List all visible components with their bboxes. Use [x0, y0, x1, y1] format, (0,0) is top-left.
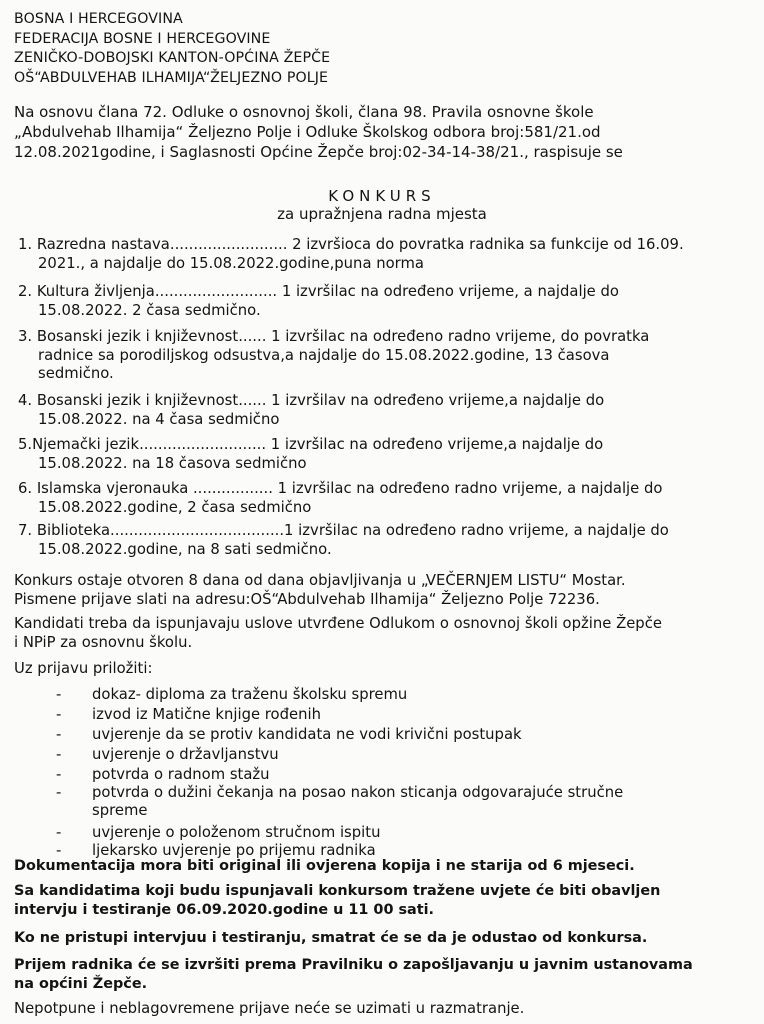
position-item — [18, 522, 754, 559]
position-detail: 2021., a najdalje do 15.08.2022.godine,puna norma — [38, 254, 424, 272]
candidates-paragraph — [14, 615, 759, 652]
position-title: 2. Kultura življenja.......................... 1 izvršilac na određeno vrijeme, a najdalje do — [18, 283, 619, 300]
document-subtitle: za upražnjena radna mjesta — [277, 205, 487, 223]
attachment-text: uvjerenje da se protiv kandidata ne vodi krivični postupak — [92, 726, 522, 743]
position-detail: sedmično. — [38, 365, 114, 382]
position-detail: radnice sa porodiljskog odsustva,a najdalje do 15.08.2022.godine, 13 časova — [38, 346, 610, 364]
position-item — [18, 236, 754, 273]
list-dash: - — [56, 784, 62, 801]
position-item — [18, 328, 754, 384]
position-item — [18, 480, 754, 517]
incomplete-notice: Nepotpune i neblagovremene prijave neće se uzimati u razmatranje. — [14, 1000, 525, 1017]
list-dash: - — [56, 766, 62, 783]
position-item — [18, 392, 754, 429]
intro-paragraph — [14, 102, 754, 162]
letterhead — [14, 10, 330, 88]
no-show-notice: Ko ne pristupi intervjuu i testiranju, smatrat će se da je odustao od konkursa. — [14, 930, 648, 946]
attachment-item — [56, 746, 279, 764]
position-detail: 15.08.2022. na 18 časova sedmično — [38, 454, 307, 472]
position-detail: 15.08.2022. na 4 časa sedmično — [38, 410, 280, 428]
intro-line: 12.08.2021godine, i Saglasnosti Općine Žepče broj:02-34-14-38/21., raspisuje se — [14, 143, 623, 161]
list-dash: - — [56, 842, 62, 859]
attachment-item — [56, 824, 380, 842]
position-title: 6. Islamska vjeronauka ................. 1 izvršilac na određeno radno vrijeme, a najdalje do — [18, 480, 663, 497]
paragraph-line: Pismene prijave slati na adresu:OŠ“Abdulvehab Ilhamija“ Željezno Polje 72236. — [14, 590, 600, 608]
intro-line: „Abdulvehab Ilhamija“ Željezno Polje i Odluke Školskog odbora broj:581/21.od — [14, 123, 601, 141]
attachment-text: uvjerenje o državljanstvu — [92, 746, 279, 763]
attachment-text: dokaz- diploma za traženu školsku spremu — [92, 686, 408, 703]
position-title: 7. Biblioteka.....................................1 izvršilac na određeno radno vrijeme, a najdalje do — [18, 522, 669, 539]
documentation-notice: Dokumentacija mora biti original ili ovjerena kopija i ne starija od 6 mjeseci. — [14, 858, 635, 874]
position-title: 5.Njemački jezik........................... 1 izvršilac na određeno vrijeme,a najdalje do — [18, 436, 604, 453]
list-dash: - — [56, 706, 62, 723]
intro-line: Na osnovu člana 72. Odluke o osnovnoj školi, člana 98. Pravila osnovne škole — [14, 103, 594, 121]
header-country: BOSNA I HERCEGOVINA — [14, 11, 183, 27]
paragraph-line: Kandidati treba da ispunjavaju uslove utvrđene Odlukom o osnovnoj školi opžine Žepče — [14, 615, 662, 632]
position-detail: 15.08.2022.godine, 2 časa sedmično — [38, 498, 312, 516]
attachment-item — [56, 766, 270, 784]
position-title: 3. Bosanski jezik i književnost...... 1 izvršilac na određeno radno vrijeme, do povratka — [18, 328, 650, 345]
position-item — [18, 436, 754, 473]
position-title: 4. Bosanski jezik i književnost...... 1 izvršilav na određeno vrijeme,a najdalje do — [18, 392, 605, 409]
paragraph-line: Konkurs ostaje otvoren 8 dana od dana objavljivanja u „VEČERNJEM LISTU“ Mostar. — [14, 572, 626, 589]
position-detail: 15.08.2022. 2 časa sedmično. — [38, 301, 261, 319]
attachment-item — [56, 706, 321, 724]
paragraph-line: na općini Žepče. — [14, 975, 148, 992]
attachment-text: ljekarsko uvjerenje po prijemu radnika — [92, 842, 376, 859]
attachment-text-cont: spreme — [92, 802, 148, 819]
document-title: KONKURS — [328, 187, 436, 205]
attachment-text: izvod iz Matične knjige rođenih — [92, 706, 321, 723]
hiring-notice — [14, 956, 759, 993]
attachment-text: potvrda o dužini čekanja na posao nakon sticanja odgovarajuće stručne — [92, 784, 624, 801]
position-title: 1. Razredna nastava......................... 2 izvršioca do povratka radnika sa funkcije od 16.09. — [18, 236, 684, 253]
attachment-item — [56, 726, 522, 744]
attachment-item — [56, 784, 623, 820]
paragraph-line: intervju i testiranje 06.09.2020.godine u 11 00 sati. — [14, 901, 435, 918]
header-federation: FEDERACIJA BOSNE I HERCEGOVINE — [14, 30, 271, 47]
list-dash: - — [56, 686, 62, 703]
paragraph-line: Prijem radnika će se izvršiti prema Pravilniku o zapošljavanju u javnim ustanovama — [14, 957, 693, 973]
header-school: OŠ“ABDULVEHAB ILHAMIJA“ŽELJEZNO POLJE — [14, 69, 329, 86]
attachments-heading: Uz prijavu priložiti: — [14, 660, 153, 677]
attachment-text: uvjerenje o položenom stručnom ispitu — [92, 824, 381, 841]
position-detail: 15.08.2022.godine, na 8 sati sedmično. — [38, 540, 332, 558]
paragraph-line: i NPiP za osnovnu školu. — [14, 633, 193, 651]
attachment-item — [56, 686, 407, 704]
paragraph-line: Sa kandidatima koji budu ispunjavali konkursom tražene uvjete će biti obavljen — [14, 883, 661, 899]
position-item — [18, 283, 754, 320]
list-dash: - — [56, 746, 62, 763]
interview-notice — [14, 882, 759, 919]
konkurs-open-paragraph — [14, 572, 759, 609]
attachment-text: potvrda o radnom stažu — [92, 766, 270, 783]
list-dash: - — [56, 824, 62, 841]
list-dash: - — [56, 726, 62, 743]
header-canton: ZENIČKO-DOBOJSKI KANTON-OPĆINA ŽEPČE — [14, 50, 331, 66]
